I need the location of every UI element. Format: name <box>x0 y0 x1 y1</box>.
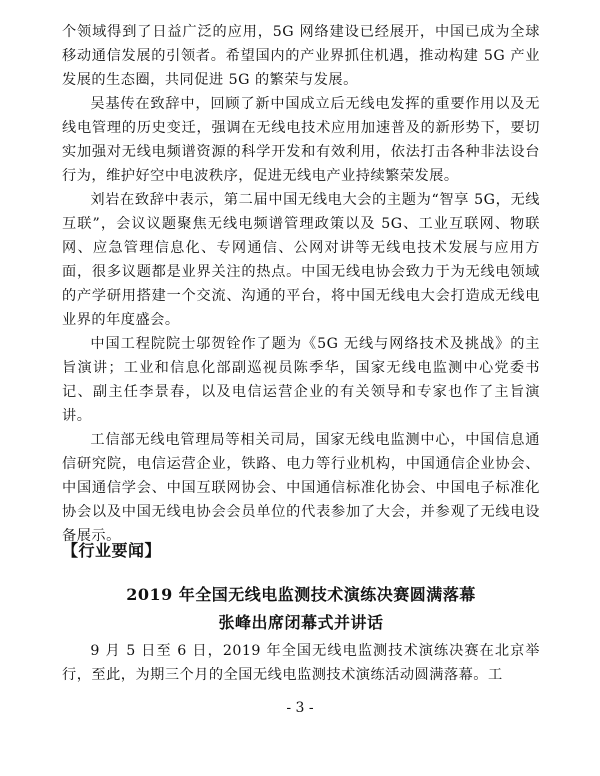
article-title-line: 2019 年全国无线电监测技术演练决赛圆满落幕 <box>126 585 476 604</box>
page-number: - 3 - <box>286 700 314 716</box>
paragraph: 吴基传在致辞中，回顾了新中国成立后无线电发挥的重要作用以及无线电管理的历史变迁，强调在无线电技术应用加速普及的新形势下，要切实加强对无线电频谱资源的科学开发和有效利用，依法打击各种非法设台行为，维护好空中电波秩序，促进无线电产业持续繁荣发展。 <box>62 96 540 184</box>
paragraph: 中国工程院院士邬贺铨作了题为《5G 无线与网络技术及挑战》的主旨演讲；工业和信息化部副巡视员陈季华，国家无线电监测中心党委书记、副主任李景春，以及电信运营企业的有关领导和专家也作了主旨演讲。 <box>62 336 540 424</box>
article-title <box>62 581 540 637</box>
section-label: 【行业要闻】 <box>62 541 162 560</box>
paragraph: 刘岩在致辞中表示，第二届中国无线电大会的主题为“智享 5G，无线互联”，会议议题聚焦无线电频谱管理政策以及 5G、工业互联网、物联网、应急管理信息化、专网通信、公网对讲等无线电技术发展与应用方面，很多议题都是业界关注的热点。中国无线电协会致力于为无线电领域的产学研用搭建一个交流、沟通的平台，将中国无线电大会打造成无线电业界的年度盛会。 <box>62 192 540 328</box>
paragraph: 工信部无线电管理局等相关司局，国家无线电监测中心，中国信息通信研究院，电信运营企业，铁路、电力等行业机构，中国通信企业协会、中国通信学会、中国互联网协会、中国通信标准化协会、中国电子标准化协会以及中国无线电协会会员单位的代表参加了大会，并参观了无线电设备展示。 <box>62 432 540 544</box>
article-subtitle-line: 张峰出席闭幕式并讲话 <box>218 613 384 632</box>
article-body <box>62 639 540 687</box>
paragraph: 9 月 5 日至 6 日，2019 年全国无线电监测技术演练决赛在北京举行，至此，为期三个月的全国无线电监测技术演练活动圆满落幕。工 <box>62 643 540 683</box>
body-text <box>62 20 540 548</box>
paragraph: 个领域得到了日益广泛的应用，5G 网络建设已经展开，中国已成为全球移动通信发展的引领者。希望国内的产业界抓住机遇，推动构建 5G 产业发展的生态圈，共同促进 5G 的繁荣与发展。 <box>62 24 540 88</box>
